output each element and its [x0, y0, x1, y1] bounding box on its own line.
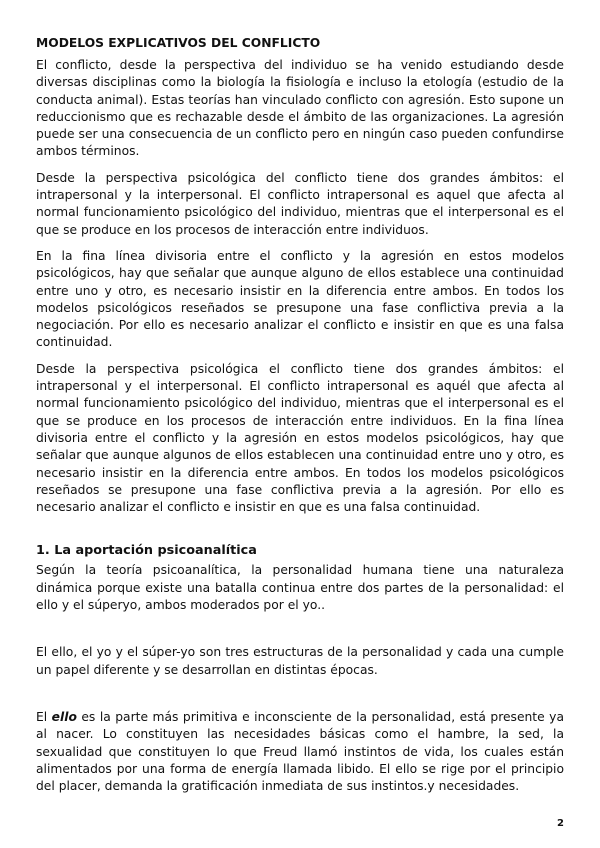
paragraph-structures: El ello, el yo y el súper-yo son tres estructuras de la personalidad y cada una cumple un papel diferente y se desarrollan en distintas épocas. [36, 645, 564, 677]
page-number: 2 [557, 818, 564, 829]
ello-emphasis: ello [51, 709, 77, 724]
section-title-psychoanalytic: 1. La aportación psicoanalítica [36, 543, 257, 559]
paragraph-ello-body: es la parte más primitiva e inconsciente de la personalidad, está presente ya al nacer. Lo constituyen las necesidades básicas como el hambre, la sed, la sexualidad que constituyen lo que Freud llamó instintos de vida, los cuales están alimentados por una forma de energía llamada libido. El ello se rige por el principio del placer, demanda la gratificación inmediata de sus instintos.y necesidades. [36, 709, 564, 794]
paragraph-perspective: Desde la perspectiva psicológica del conflicto tiene dos grandes ámbitos: el intrapersonal y la interpersonal. El conflicto intrapersonal es aquel que afecta al normal funcionamiento psicológico del individuo, mientras que el interpersonal es el que se produce en los procesos de interacción entre individuos. [36, 170, 564, 237]
paragraph-divide: En la fina línea divisoria entre el conflicto y la agresión en estos modelos psicológicos, hay que señalar que aunque alguno de ellos establece una continuidad entre uno y otro, es necesario insistir en la diferencia entre ambos. En todos los modelos psicológicos reseñados se presupone una fase conflictiva previa a la negociación. Por ello es necesario analizar el conflicto e insistir en que es una falsa continuidad. [36, 248, 564, 350]
paragraph-perspective-repeat: Desde la perspectiva psicológica el conflicto tiene dos grandes ámbitos: el intrapersonal y el interpersonal. El conflicto intrapersonal es aquél que afecta al normal funcionamiento psicológico del individuo, mientras que el interpersonal es el que se produce en los procesos de interacción entre individuos. En la fina línea divisoria entre el conflicto y la agresión en estos modelos psicológicos, hay que señalar que aunque algunos de ellos establecen una continuidad entre uno y otro, es necesario insistir en la diferencia entre ambos. En todos los modelos psicológicos reseñados se presupone una fase conflictiva previa a la agresión. Por ello es necesario analizar el conflicto e insistir en que es una falsa continuidad. [36, 361, 564, 515]
document-page [36, 34, 564, 804]
document-title: MODELOS EXPLICATIVOS DEL CONFLICTO [36, 36, 321, 50]
paragraph-intro: El conflicto, desde la perspectiva del individuo se ha venido estudiando desde diversas disciplinas como la biología la fisiología e incluso la etología (estudio de la conducta animal). Estas teorías han vinculado conflicto con agresión. Esto supone un reduccionismo que es rechazable desde el ámbito de las organizaciones. La agresión puede ser una consecuencia de un conflicto pero en ningún caso pueden confundirse ambos términos. [36, 58, 564, 159]
paragraph-ello [36, 709, 564, 795]
paragraph-ello-prefix: El [36, 709, 52, 724]
paragraph-psychoanalytic-theory: Según la teoría psicoanalítica, la personalidad humana tiene una naturaleza dinámica porque existe una batalla continua entre dos partes de la personalidad: el ello y el súperyo, ambos moderados por el yo.. [36, 563, 564, 613]
